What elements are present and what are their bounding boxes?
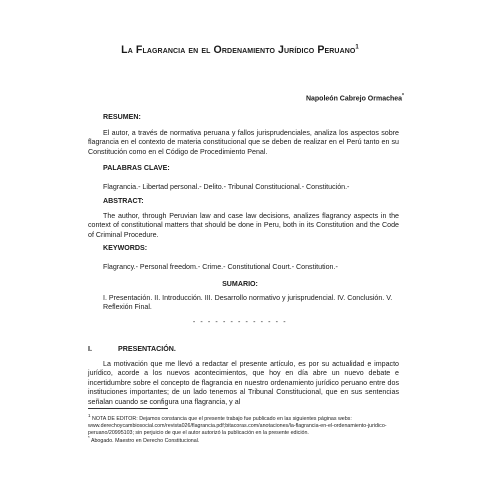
title-footnote-mark: 1 bbox=[355, 44, 359, 51]
resumen-text: El autor, a través de normativa peruana y fallos jurisprudenciales, analiza los aspectos sobre flagrancia en el contexto de materia constitucional que se deben de realizar en el Perú tanto en su Constitución como en el Código de Procedimiento Penal. bbox=[88, 129, 399, 156]
section-title: PRESENTACIÓN. bbox=[118, 345, 176, 353]
article-title bbox=[0, 44, 480, 56]
footnote-1-text: NOTA DE EDITOR: Dejamos constancia que el presente trabajo fue publicado en las siguientes páginas webs: www.derechoycambiosocial.com/revista026/flagrancia.pdf;bitacoras.com/anotaciones/la-flagrancia-en-el-ordenamiento-juridico-peruano/20995103; sin perjuicio de que el autor autorizó la publicación en la presente edición. bbox=[88, 415, 387, 437]
author-footnote-mark: * bbox=[402, 93, 404, 99]
palabras-clave-text: Flagrancia.- Libertad personal.- Delito.- Tribunal Constitucional.- Constitución.- bbox=[103, 183, 350, 191]
author-name-text: Napoleón Cabrejo Ormachea bbox=[305, 95, 403, 103]
footnote-2 bbox=[88, 434, 400, 445]
palabras-clave-heading: PALABRAS CLAVE: bbox=[103, 164, 170, 172]
sumario-heading: SUMARIO: bbox=[222, 280, 258, 288]
author-name bbox=[306, 93, 404, 102]
keywords-heading: KEYWORDS: bbox=[103, 244, 148, 252]
section-separator: - - - - - - - - - - - - - bbox=[192, 318, 288, 326]
keywords-text: Flagrancy.- Personal freedom.- Crime.- Constitutional Court.- Constitution.- bbox=[103, 263, 338, 271]
footnote-2-text: Abogado. Maestro en Derecho Constitucional. bbox=[90, 437, 200, 444]
sumario-text: I. Presentación. II. Introducción. III. Desarrollo normativo y jurisprudencial. IV. Conclusión. V. Reflexión Final. bbox=[103, 294, 393, 312]
footnote-1-mark: 1 bbox=[88, 413, 91, 418]
article-title-text: La Flagrancia en el Ordenamiento Jurídico Peruano bbox=[121, 44, 356, 56]
footnote-divider bbox=[88, 408, 168, 409]
section-number: I. bbox=[88, 345, 92, 353]
section-heading bbox=[88, 345, 176, 353]
abstract-heading: ABSTRACT: bbox=[103, 197, 144, 205]
section-body-text: La motivación que me llevó a redactar el presente artículo, es por su actualidad e impacto jurídico, acorde a los nuevos acontecimientos, que hoy en día abre un nuevo debate e incertidumbre sobre el concepto de flagrancia en nuestro ordenamiento jurídico peruano entre dos instituciones importantes; de un lado tenemos al Tribunal Constitucional, que en sus sentencias señalan cuando se configura una flagrancia, y al bbox=[88, 360, 399, 406]
resumen-heading: RESUMEN: bbox=[103, 113, 141, 121]
abstract-text: The author, through Peruvian law and case law decisions, analizes flagrancy aspects in the context of constitutional matters that should be done in Peru, both in its Constitution and the Code of Criminal Procedure. bbox=[88, 212, 399, 239]
footnote-2-mark: * bbox=[88, 435, 90, 440]
